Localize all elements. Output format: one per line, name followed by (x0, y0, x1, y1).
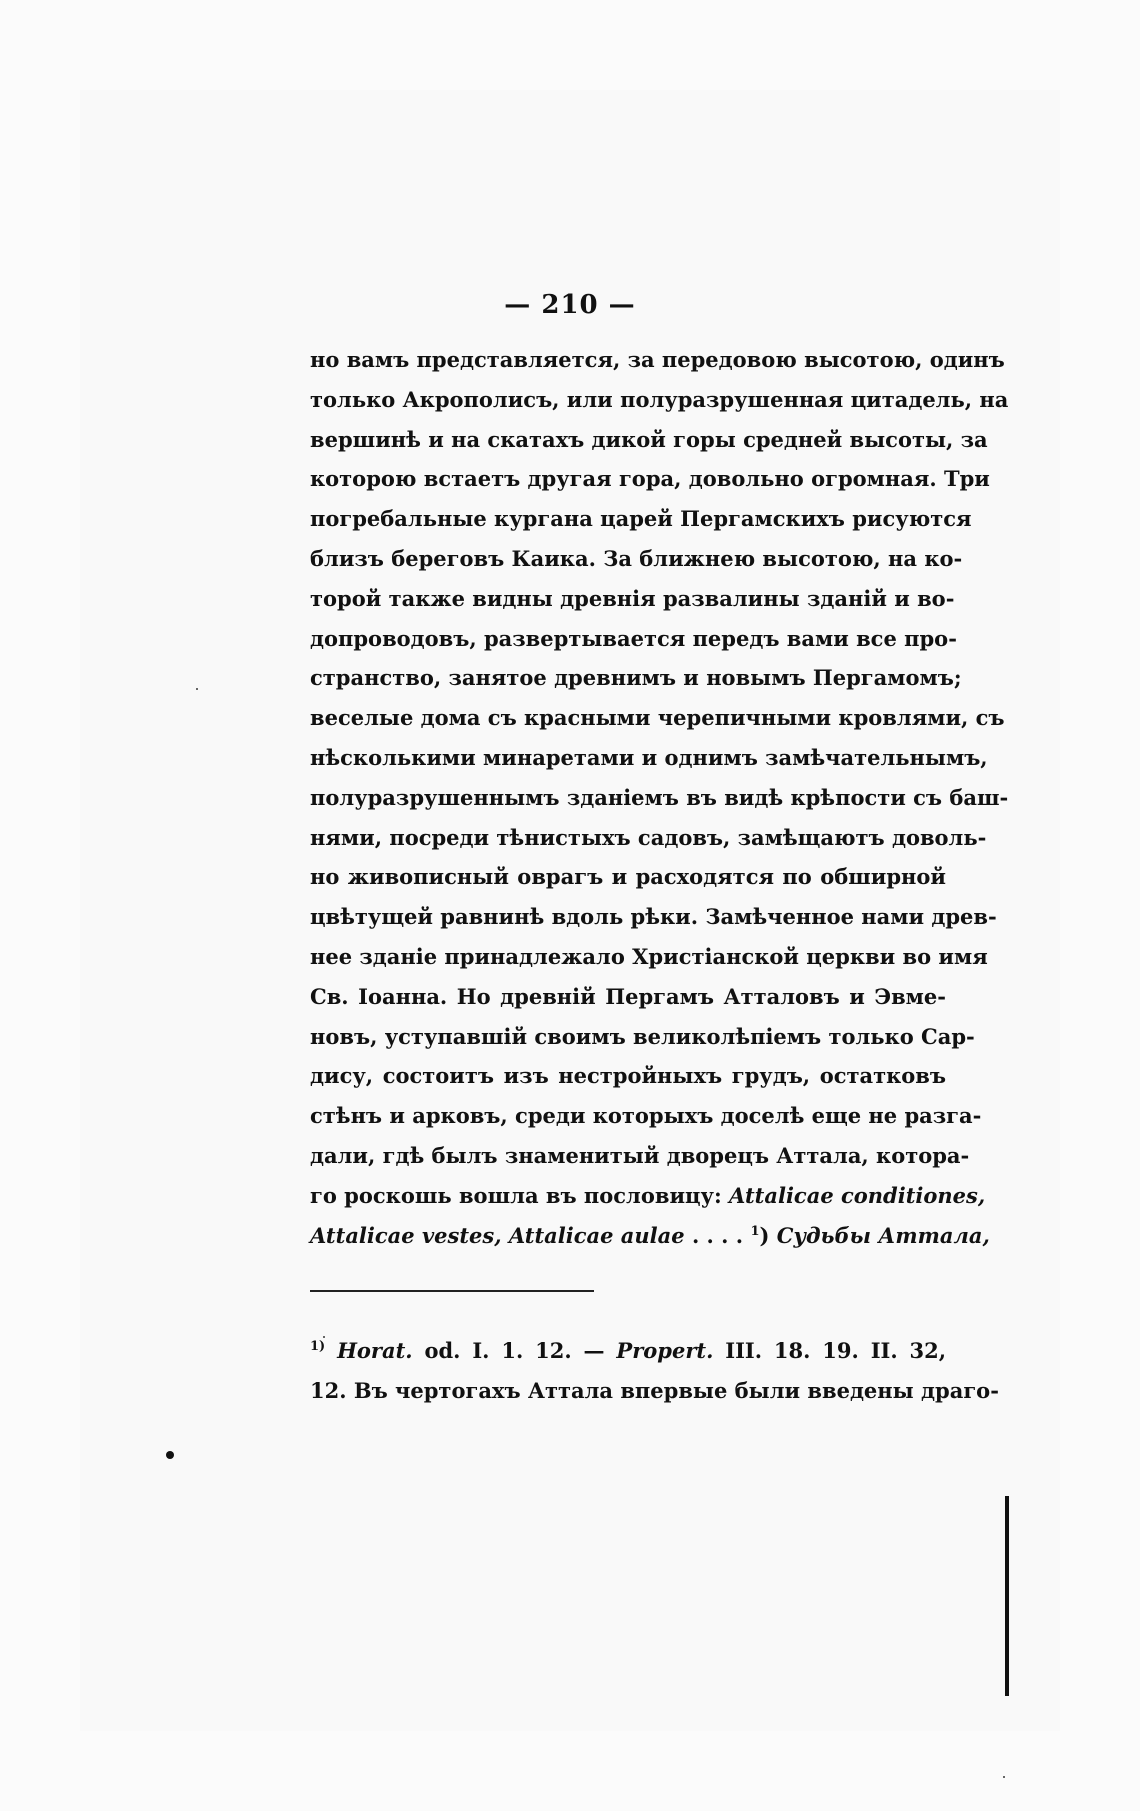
body-line: близъ береговъ Каика. За ближнею высотою, на ко- (310, 545, 963, 571)
latin-phrase: Attalicae vestes, Attalicae aulae (310, 1222, 685, 1248)
footnote-marker: 1) (310, 1339, 326, 1354)
body-line: торой также видны древнія развалины зданій и во- (310, 585, 955, 611)
scan-speck (1003, 1776, 1005, 1778)
footnote-author-horace: Horat. (337, 1338, 413, 1363)
body-line: новъ, уступавшій своимъ великолѣпіемъ только Сар- (310, 1023, 975, 1049)
footnote-line-2: 12. Въ чертогахъ Аттала впервые были введены драго- (310, 1378, 999, 1403)
footnote-ref-marker: 1 (750, 1223, 760, 1239)
scan-edge-bar (1005, 1496, 1009, 1696)
footnote-line-1 (310, 1331, 946, 1371)
body-line: нями, посреди тѣнистыхъ садовъ, замѣщаютъ доволь- (310, 824, 987, 850)
scan-speck (323, 1336, 325, 1338)
page-number: — 210 — (504, 290, 636, 320)
scan-speck (196, 688, 198, 690)
body-line: веселые дома съ красными черепичными кровлями, съ (310, 705, 1005, 731)
footnote-author-propertius: Propert. (616, 1338, 714, 1363)
body-line: допроводовъ, развертывается передъ вами все про- (310, 625, 957, 651)
body-line: цвѣтущей равнинѣ вдоль рѣки. Замѣченное нами древ- (310, 904, 997, 930)
body-text (310, 340, 1009, 1255)
body-line: странство, занятое древнимъ и новымъ Пергамомъ; (310, 665, 962, 691)
footnote-ref-paren: ) (759, 1222, 770, 1248)
body-line: но живописный оврагъ и расходятся по обширной (310, 864, 946, 890)
footnote-ref-1: od. I. 1. 12. — (424, 1338, 605, 1363)
body-line: вершинѣ и на скатахъ дикой горы средней высоты, за (310, 426, 988, 452)
scan-dot-mark (166, 1451, 174, 1459)
body-line: но вамъ представляется, за передовою высотою, одинъ (310, 347, 1005, 372)
footnote-rule (310, 1290, 594, 1292)
body-line: только Акрополисъ, или полуразрушенная цитадель, на (310, 386, 1009, 412)
body-line (310, 1176, 986, 1216)
body-line: нѣсколькими минаретами и однимъ замѣчательнымъ, (310, 744, 988, 770)
footnote-ref-2: III. 18. 19. II. 32, (725, 1338, 947, 1363)
ellipsis-dots: . . . . (691, 1222, 744, 1248)
body-line (310, 1216, 990, 1256)
body-line: нее зданіе принадлежало Христіанской церкви во имя (310, 943, 988, 969)
body-line: Св. Іоанна. Но древній Пергамъ Атталовъ и Эвме- (310, 983, 946, 1009)
body-line: дису, состоитъ изъ нестройныхъ грудъ, остатковъ (310, 1063, 946, 1089)
body-line: которою встаетъ другая гора, довольно огромная. Три (310, 466, 990, 492)
body-line-text: го роскошь вошла въ пословицу: (310, 1182, 730, 1208)
latin-phrase: Attalicae conditiones, (729, 1182, 986, 1208)
footnote (310, 1331, 999, 1411)
body-line: полуразрушеннымъ зданіемъ въ видѣ крѣпости съ баш- (310, 784, 1009, 810)
body-line: погребальные кургана царей Пергамскихъ рисуются (310, 506, 972, 532)
body-line: стѣнъ и арковъ, среди которыхъ доселѣ еще не разга- (310, 1103, 982, 1129)
body-line: дали, гдѣ былъ знаменитый дворецъ Аттала, которa- (310, 1142, 970, 1168)
body-line-tail: Судьбы Аттала, (776, 1222, 990, 1248)
